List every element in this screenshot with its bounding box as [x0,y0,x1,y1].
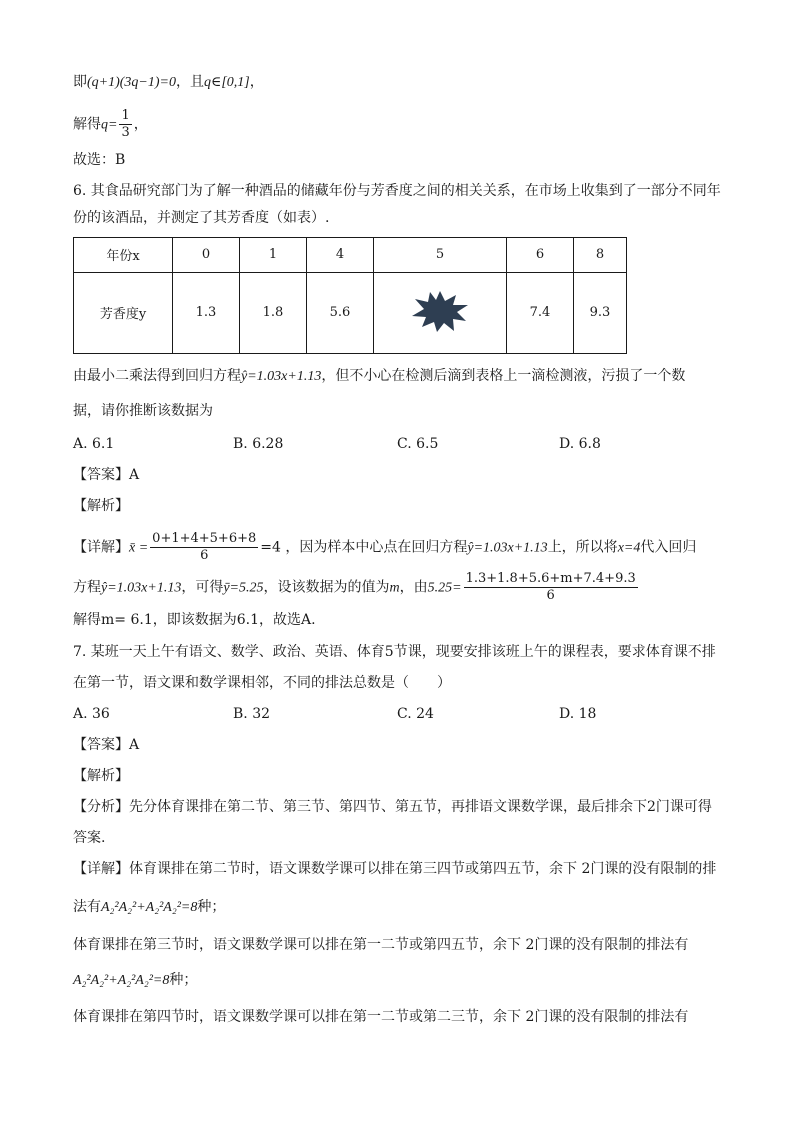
q6-stem-line3 [73,366,685,387]
denominator: 3 [121,125,130,140]
text: ，由 [399,579,428,596]
table-header-cell: 芳香度y [74,272,173,353]
table-row [74,272,627,353]
fraction [150,531,258,564]
q7-detail-line3: 体育课排在第三节时，语文课数学课可以排在第一二节或第四五节，余下 2门课的没有限制的排法有 [73,937,689,953]
table-cell: 1.3 [173,272,240,353]
math-expr: 5.25= [427,580,462,596]
text: ，设该数据为的值为 [263,579,390,596]
q7-fenxi-line2: 答案. [73,830,106,846]
table-cell: 4 [307,238,374,273]
denominator: 6 [200,548,209,563]
text: 种； [169,972,198,988]
table-cell: 0 [173,238,240,273]
math-expr: A₂²A₂²+A₂²A₂²=8 [101,900,198,915]
q6-stem-line4: 据，请你推断该数据为 [73,403,213,419]
text: 上，所以将 [547,539,618,556]
q7-fenxi-line1: 【分析】先分体育课排在第二节、第三节、第四节、第五节，再排语文课数学课，最后排余下2门课可得 [73,799,712,815]
q7-detail-line2 [73,897,225,918]
fraction [464,571,638,604]
regression-equation: ŷ=1.03x+1.13 [241,369,322,384]
table-cell-stained [374,272,507,353]
table-cell: 5 [374,238,507,273]
option-d: D. 6.8 [559,436,601,452]
text: 种； [197,899,226,915]
q7-detail-line1: 【详解】体育课排在第二节时，语文课数学课可以排在第三四节或第四五节，余下 2门课的没有限制的排 [73,861,717,877]
text: 由最小二乘法得到回归方程 [73,368,241,384]
q7-stem-line1: 7. 某班一天上午有语文、数学、政治、英语、体育5节课，现要安排该班上午的课程表，要求体育课不排 [73,644,716,660]
q6-detail-line1 [73,531,696,564]
q7-detail-line4 [73,970,197,991]
table-row [74,238,627,273]
q7-answer: 【答案】A [73,737,140,753]
math-expr: A₂²A₂²+A₂²A₂²=8 [73,973,170,988]
option-d: D. 18 [559,706,597,722]
text: ，但不小心在检测后滴到表格上一滴检测液，污损了一个数 [321,368,686,384]
option-b: B. 6.28 [233,436,284,452]
q7-detail-line5: 体育课排在第四节时，语文课数学课可以排在第一二节或第二三节，余下 2门课的没有限制的排法有 [73,1009,689,1025]
table-cell: 6 [507,238,574,273]
q6-options [73,434,673,454]
regression-equation: ŷ=1.03x+1.13 [101,580,182,596]
math-expr: x=4 [617,540,641,556]
option-a: A. 36 [73,706,110,722]
text: ， [249,74,264,90]
text: ，可得 [181,579,224,596]
option-c: C. 24 [397,706,434,722]
q6-analysis-label: 【解析】 [73,498,129,514]
numerator: 1.3+1.8+5.6+m+7.4+9.3 [465,571,636,586]
option-c: C. 6.5 [397,436,439,452]
q6-detail-line2 [73,571,640,604]
table-cell: 9.3 [574,272,627,353]
text: 方程 [73,579,101,596]
q6-answer: 【答案】A [73,467,140,483]
q6-stem-line2: 份的该酒品，并测定了其芳香度（如表）. [73,210,330,226]
line-solve-q [73,108,148,141]
math-expr: x̄ = [129,540,149,556]
data-table [73,237,627,354]
text: 【详解】 [73,539,129,556]
text: 代入回归 [640,539,697,556]
ink-splat-icon [410,289,470,333]
q7-options [73,704,673,724]
q6-detail-line3: 解得m= 6.1，即该数据为6.1，故选A. [73,612,316,628]
text: 法有 [73,899,101,915]
table-cell: 1 [240,238,307,273]
text: 解得 [73,116,101,133]
table-cell: 7.4 [507,272,574,353]
table-cell: 5.6 [307,272,374,353]
table-cell: 1.8 [240,272,307,353]
numerator: 1 [121,108,130,123]
q6-stem-line1: 6. 其食品研究部门为了解一种酒品的储藏年份与芳香度之间的相关关系，在市场上收集到了一部分不同年 [73,183,721,199]
text: 即 [73,74,87,90]
fraction [119,108,131,141]
table-header-cell: 年份x [74,238,173,273]
text: =4 ，因为样本中心点在回归方程 [260,539,468,556]
math-var: m [389,580,400,596]
denominator: 6 [546,588,555,603]
text: ，且 [176,74,204,90]
text: ， [133,116,148,133]
math-expr: (q+1)(3q−1)=0 [87,75,176,90]
choice-result: 故选：B [73,152,126,168]
q7-analysis-label: 【解析】 [73,768,129,784]
option-a: A. 6.1 [73,436,115,452]
regression-equation: ŷ=1.03x+1.13 [467,540,548,556]
option-b: B. 32 [233,706,271,722]
math-expr: ȳ=5.25 [223,580,264,596]
math-set: q∈[0,1] [204,75,250,90]
line-condition [73,72,264,93]
q7-stem-line2: 在第一节，语文课和数学课相邻，不同的排法总数是（ ） [73,675,451,691]
table-cell: 8 [574,238,627,273]
math-expr: q= [101,117,118,133]
numerator: 0+1+4+5+6+8 [152,531,257,546]
